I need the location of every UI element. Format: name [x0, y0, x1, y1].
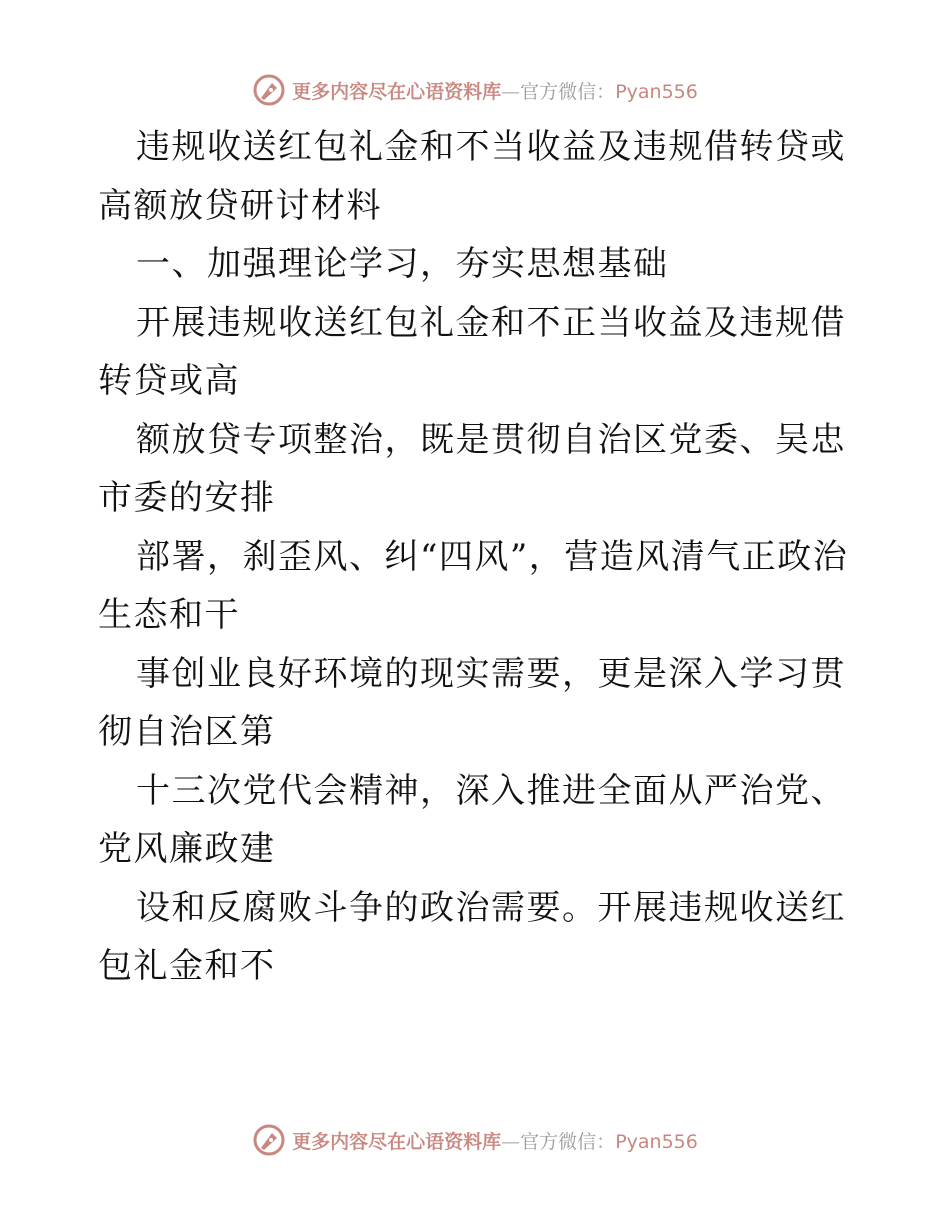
- watermark-text: 更多内容尽在心语资料库—官方微信：Pyan556: [292, 1130, 698, 1153]
- body-paragraph: 开展违规收送红包礼金和不正当收益及违规借转贷或高: [98, 302, 846, 401]
- body-paragraph: 额放贷专项整治，既是贯彻自治区党委、吴忠市委的安排: [98, 419, 846, 518]
- body-paragraph: 事创业良好环境的现实需要，更是深入学习贯彻自治区第: [98, 653, 846, 752]
- body-paragraph: 设和反腐败斗争的政治需要。开展违规收送红包礼金和不: [98, 887, 846, 986]
- pen-nib-logo-icon: [252, 1123, 286, 1157]
- watermark-text: 更多内容尽在心语资料库—官方微信：Pyan556: [292, 80, 698, 103]
- title-paragraph: 违规收送红包礼金和不当收益及违规借转贷或高额放贷研讨材料: [98, 127, 846, 226]
- document-body: [98, 118, 858, 996]
- watermark-footer: [0, 1120, 950, 1160]
- body-paragraph: 部署，刹歪风、纠“四风”，营造风清气正政治生态和干: [98, 536, 849, 635]
- watermark-header: [0, 70, 950, 110]
- section-heading: 一、加强理论学习，夯实思想基础: [136, 244, 669, 284]
- body-paragraph: 十三次党代会精神，深入推进全面从严治党、党风廉政建: [98, 770, 846, 869]
- pen-nib-logo-icon: [252, 73, 286, 107]
